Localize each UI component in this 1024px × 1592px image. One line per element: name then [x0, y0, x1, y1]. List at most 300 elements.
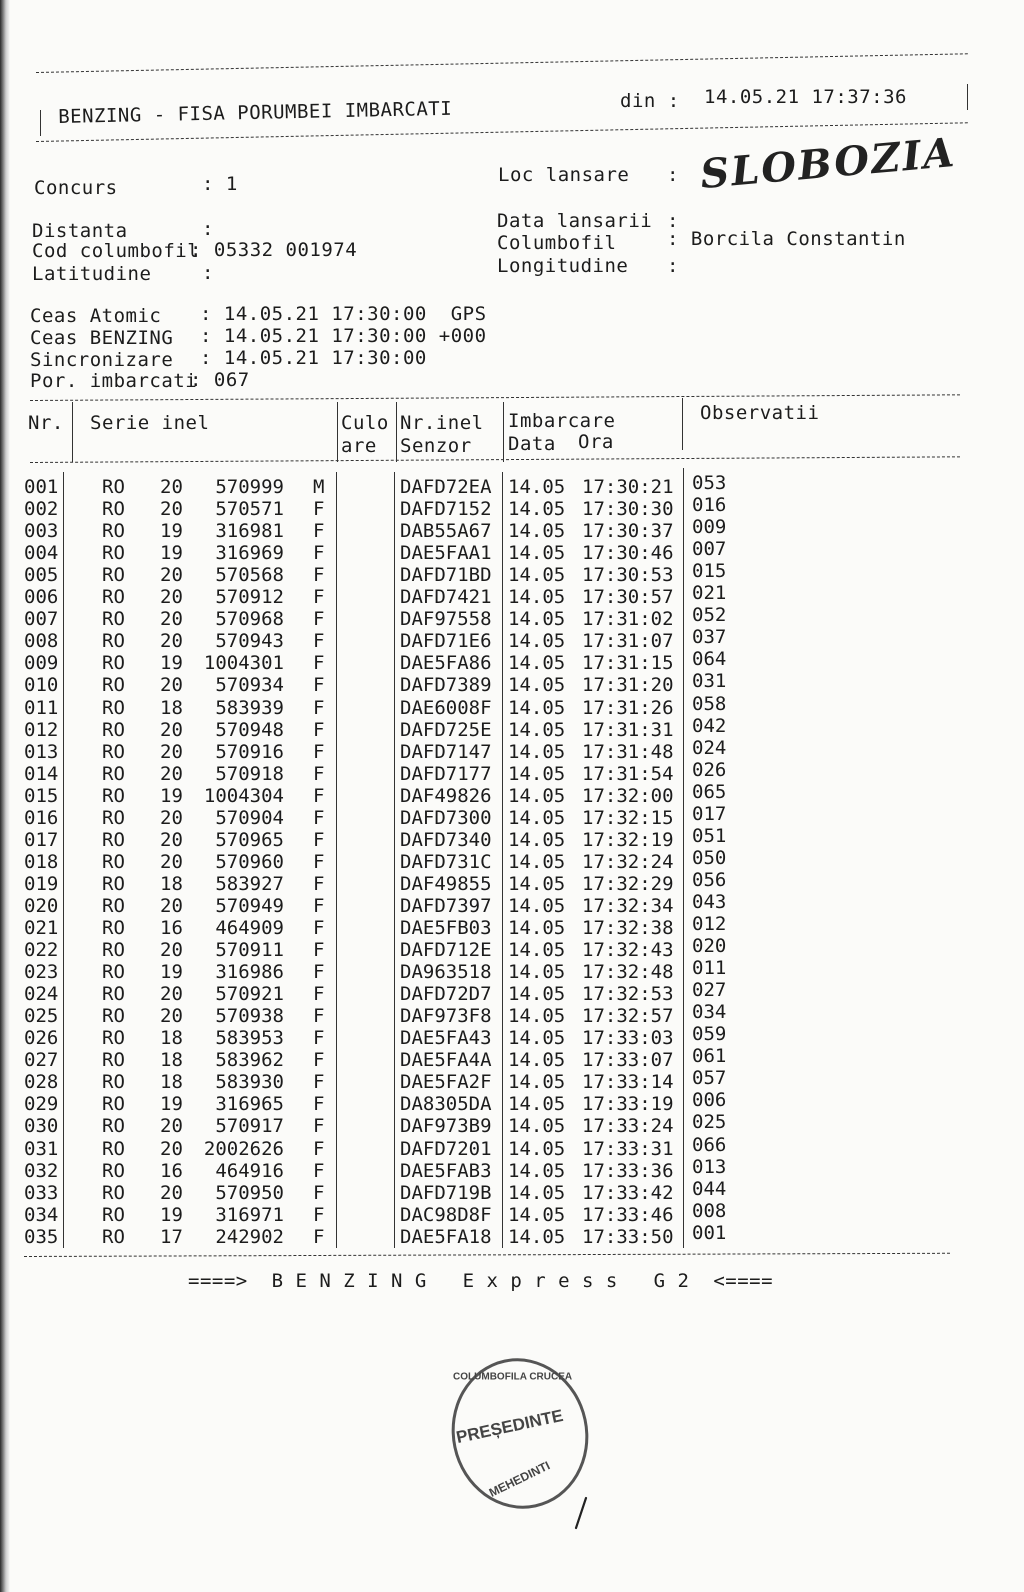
observation: 057 — [692, 1067, 727, 1090]
country-code: RO — [102, 917, 125, 939]
time: 17:32:24 — [582, 850, 674, 873]
observation: 037 — [692, 626, 727, 649]
header-border-top — [36, 53, 968, 73]
year: 20 — [160, 498, 183, 521]
table-row — [0, 1045, 1024, 1072]
row-number: 020 — [24, 894, 59, 917]
observation: 006 — [692, 1089, 727, 1112]
sensor-id: DAE5FA2F — [400, 1071, 492, 1094]
table-row — [0, 890, 1024, 917]
header-senzor: Senzor — [400, 435, 472, 457]
date: 14.05 — [508, 1071, 566, 1094]
date: 14.05 — [508, 1225, 566, 1248]
time: 17:30:37 — [582, 520, 674, 543]
row-number: 011 — [24, 696, 59, 719]
sensor-id: DAFD712E — [400, 939, 492, 962]
sex: F — [313, 1093, 325, 1116]
ring-serial: 570911 — [215, 939, 284, 962]
time: 17:31:07 — [582, 630, 674, 653]
sensor-id: DAE5FA43 — [400, 1027, 492, 1050]
table-row — [0, 824, 1024, 851]
sensor-id: DAFD719B — [400, 1181, 492, 1204]
data-lansarii-label: Data lansarii — [497, 210, 653, 232]
ring-serial: 570938 — [215, 1005, 284, 1028]
table-row — [0, 1001, 1024, 1028]
table-row — [0, 1133, 1024, 1160]
country-code: RO — [102, 872, 125, 895]
row-number: 004 — [24, 542, 59, 565]
observation: 052 — [692, 604, 727, 627]
observation: 025 — [692, 1111, 727, 1134]
year: 20 — [160, 850, 183, 873]
sex: F — [313, 1181, 325, 1204]
row-number: 009 — [24, 652, 59, 675]
sex: F — [313, 894, 325, 917]
year: 20 — [160, 740, 183, 763]
country-code: RO — [102, 828, 125, 851]
row-number: 032 — [24, 1159, 59, 1182]
ring-serial: 570921 — [215, 983, 284, 1006]
sensor-id: DAFD7177 — [400, 762, 492, 785]
sensor-id: DAFD72EA — [400, 476, 492, 498]
table-row — [0, 802, 1024, 829]
ring-serial: 570948 — [215, 718, 284, 741]
observation: 013 — [692, 1155, 727, 1178]
data-lansarii-value: : — [667, 210, 679, 232]
time: 17:31:20 — [582, 674, 674, 697]
observation: 024 — [692, 736, 727, 759]
row-number: 025 — [24, 1005, 59, 1028]
table-bottom-border — [24, 1253, 950, 1257]
year: 19 — [160, 784, 183, 807]
country-code: RO — [102, 1005, 125, 1028]
time: 17:32:48 — [582, 961, 674, 984]
date: 14.05 — [508, 476, 566, 498]
sex: F — [313, 1027, 325, 1050]
sex: F — [313, 961, 325, 984]
row-number: 028 — [24, 1071, 59, 1094]
sensor-id: DAFD7147 — [400, 740, 492, 763]
ring-serial: 570968 — [215, 608, 284, 631]
observation: 026 — [692, 758, 727, 781]
ring-serial: 570568 — [215, 564, 284, 587]
year: 16 — [160, 1159, 183, 1182]
sex: F — [313, 983, 325, 1006]
ring-serial: 583962 — [215, 1049, 284, 1072]
distanta-value: : — [202, 218, 214, 240]
loc-lansare-separator: : — [667, 164, 679, 186]
row-number: 005 — [24, 564, 59, 587]
header-culoare-line2: are — [341, 435, 377, 457]
ring-serial: 570904 — [215, 806, 284, 829]
sensor-id: DAF97558 — [400, 608, 492, 631]
row-number: 017 — [24, 828, 59, 851]
cod-columbofil-value: : 05332 001974 — [190, 239, 358, 261]
sex: F — [313, 1159, 325, 1182]
year: 20 — [160, 1181, 183, 1204]
table-row — [0, 935, 1024, 962]
ring-serial: 2002626 — [203, 1137, 284, 1160]
table-row — [0, 560, 1024, 587]
time: 17:30:46 — [582, 542, 674, 565]
sensor-id: DAE5FB03 — [400, 917, 492, 939]
row-number: 016 — [24, 806, 59, 829]
observation: 043 — [692, 890, 727, 913]
ring-serial: 464916 — [215, 1159, 284, 1182]
date: 14.05 — [508, 564, 566, 587]
date: 14.05 — [508, 894, 566, 917]
cod-columbofil-label: Cod columbofil — [32, 240, 200, 262]
row-number: 023 — [24, 961, 59, 984]
date: 14.05 — [508, 520, 566, 543]
time: 17:33:31 — [582, 1137, 674, 1160]
col-sep-nr — [72, 402, 73, 462]
date: 14.05 — [508, 806, 566, 829]
row-number: 026 — [24, 1027, 59, 1050]
country-code: RO — [102, 1203, 125, 1226]
date: 14.05 — [508, 1203, 566, 1226]
sensor-id: DAFD7397 — [400, 894, 492, 917]
time: 17:32:38 — [582, 917, 674, 939]
date: 14.05 — [508, 740, 566, 763]
time: 17:30:21 — [582, 476, 674, 498]
sex: F — [313, 784, 325, 807]
row-number: 003 — [24, 520, 59, 543]
header-nr: Nr. — [28, 412, 64, 434]
table-row — [0, 648, 1024, 675]
sex: M — [313, 476, 325, 498]
year: 19 — [160, 542, 183, 565]
date: 14.05 — [508, 828, 566, 851]
time: 17:32:57 — [582, 1005, 674, 1028]
sensor-id: DA8305DA — [400, 1093, 492, 1116]
header-data: Data — [508, 433, 556, 455]
table-row — [0, 957, 1024, 984]
country-code: RO — [102, 983, 125, 1006]
sex: F — [313, 1005, 325, 1028]
year: 20 — [160, 586, 183, 609]
sensor-id: DAF49855 — [400, 872, 492, 895]
col-sep-culoare — [396, 402, 397, 462]
time: 17:32:15 — [582, 806, 674, 829]
country-code: RO — [102, 652, 125, 675]
time: 17:33:46 — [582, 1203, 674, 1226]
year: 20 — [160, 806, 183, 829]
row-number: 010 — [24, 674, 59, 697]
row-number: 030 — [24, 1115, 59, 1138]
ring-serial: 570960 — [215, 850, 284, 873]
sensor-id: DAE5FA18 — [400, 1225, 492, 1248]
sensor-id: DAFD731C — [400, 850, 492, 873]
observation: 051 — [692, 824, 727, 847]
country-code: RO — [102, 564, 125, 587]
table-row — [0, 913, 1024, 939]
date: 14.05 — [508, 630, 566, 653]
sensor-id: DAFD7201 — [400, 1137, 492, 1160]
col-sep-serie — [337, 402, 338, 462]
date: 14.05 — [508, 784, 566, 807]
row-number: 021 — [24, 917, 59, 939]
observation: 012 — [692, 913, 727, 935]
por-imbarcati-label: Por. imbarcati — [30, 370, 198, 392]
row-number: 034 — [24, 1203, 59, 1226]
row-number: 031 — [24, 1137, 59, 1160]
row-number: 033 — [24, 1181, 59, 1204]
sensor-id: DAFD72D7 — [400, 983, 492, 1006]
observation: 044 — [692, 1177, 727, 1200]
table-row — [0, 472, 1024, 498]
ring-serial: 242902 — [215, 1225, 284, 1248]
header-imbarcare: Imbarcare — [508, 410, 616, 432]
table-row — [0, 626, 1024, 653]
ring-serial: 316969 — [215, 542, 284, 565]
time: 17:31:48 — [582, 740, 674, 763]
time: 17:33:24 — [582, 1115, 674, 1138]
country-code: RO — [102, 520, 125, 543]
sex: F — [313, 542, 325, 565]
col-sep-imbarcare — [682, 398, 683, 450]
sensor-id: DAFD7421 — [400, 586, 492, 609]
ring-serial: 316971 — [215, 1203, 284, 1226]
time: 17:30:53 — [582, 564, 674, 587]
sex: F — [313, 718, 325, 741]
columbofil-value: : Borcila Constantin — [667, 228, 906, 250]
year: 20 — [160, 608, 183, 631]
observation: 021 — [692, 582, 727, 605]
time: 17:31:31 — [582, 718, 674, 741]
time: 17:32:19 — [582, 828, 674, 851]
table-row — [0, 1177, 1024, 1204]
sensor-id: DAE5FA4A — [400, 1049, 492, 1072]
sex: F — [313, 1225, 325, 1248]
year: 20 — [160, 1115, 183, 1138]
table-row — [0, 692, 1024, 719]
loc-lansare-label: Loc lansare — [498, 164, 630, 186]
stamp-top-text: COLUMBOFILA CRUCEA — [453, 1371, 573, 1383]
date: 14.05 — [508, 983, 566, 1006]
header-culoare-line1: Culo — [341, 412, 389, 434]
year: 19 — [160, 520, 183, 543]
observation: 007 — [692, 538, 727, 561]
row-number: 007 — [24, 608, 59, 631]
country-code: RO — [102, 674, 125, 697]
sensor-id: DAF49826 — [400, 784, 492, 807]
observation: 066 — [692, 1133, 727, 1156]
sensor-id: DAF973F8 — [400, 1005, 492, 1028]
country-code: RO — [102, 1137, 125, 1160]
stamp-middle-text: PREȘEDINTE — [454, 1405, 565, 1448]
sensor-id: DA963518 — [400, 961, 492, 984]
sensor-id: DAFD71E6 — [400, 630, 492, 653]
year: 19 — [160, 652, 183, 675]
time: 17:33:50 — [582, 1225, 674, 1248]
year: 20 — [160, 762, 183, 785]
table-row — [0, 780, 1024, 807]
sex: F — [313, 828, 325, 851]
ceas-atomic-value: : 14.05.21 17:30:00 GPS — [200, 303, 487, 325]
ceas-benzing-label: Ceas BENZING — [30, 327, 174, 349]
ring-serial: 570916 — [215, 740, 284, 763]
year: 19 — [160, 961, 183, 984]
country-code: RO — [102, 476, 125, 498]
date: 14.05 — [508, 917, 566, 939]
country-code: RO — [102, 762, 125, 785]
ring-serial: 583930 — [215, 1071, 284, 1094]
time: 17:33:03 — [582, 1027, 674, 1050]
date: 14.05 — [508, 1137, 566, 1160]
sensor-id: DAE5FAB3 — [400, 1159, 492, 1182]
din-timestamp: 14.05.21 17:37:36 — [704, 86, 907, 108]
din-label: din : — [620, 90, 680, 112]
row-number: 006 — [24, 586, 59, 609]
row-number: 019 — [24, 872, 59, 895]
sensor-id: DAE5FAA1 — [400, 542, 492, 565]
date: 14.05 — [508, 586, 566, 609]
table-row — [0, 846, 1024, 873]
header-observatii: Observatii — [700, 402, 820, 424]
ring-serial: 570571 — [215, 498, 284, 521]
observation: 058 — [692, 692, 727, 715]
observation: 015 — [692, 560, 727, 583]
country-code: RO — [102, 696, 125, 719]
sensor-id: DAFD725E — [400, 718, 492, 741]
table-row — [0, 1221, 1024, 1248]
ring-serial: 570999 — [215, 476, 284, 498]
date: 14.05 — [508, 718, 566, 741]
header-serie-inel: Serie inel — [90, 412, 210, 434]
sensor-id: DAE6008F — [400, 696, 492, 719]
table-row — [0, 714, 1024, 741]
observation: 017 — [692, 802, 727, 825]
date: 14.05 — [508, 872, 566, 895]
sex: F — [313, 564, 325, 587]
date: 14.05 — [508, 696, 566, 719]
observation: 016 — [692, 494, 727, 517]
time: 17:33:42 — [582, 1181, 674, 1204]
concurs-value: : 1 — [202, 173, 238, 195]
table-row — [0, 1023, 1024, 1050]
year: 19 — [160, 1093, 183, 1116]
time: 17:33:36 — [582, 1159, 674, 1182]
year: 19 — [160, 1203, 183, 1226]
country-code: RO — [102, 1071, 125, 1094]
year: 20 — [160, 1137, 183, 1160]
sex: F — [313, 917, 325, 939]
year: 20 — [160, 828, 183, 851]
table-row — [0, 736, 1024, 763]
date: 14.05 — [508, 850, 566, 873]
ring-serial: 570965 — [215, 828, 284, 851]
table-row — [0, 516, 1024, 543]
year: 18 — [160, 696, 183, 719]
stamp-bottom-text: MEHEDINTI — [486, 1458, 553, 1500]
sex: F — [313, 498, 325, 521]
header-nr-inel: Nr.inel — [400, 412, 484, 434]
ring-serial: 583953 — [215, 1027, 284, 1050]
observation: 053 — [692, 472, 727, 494]
columbofil-label: Columbofil — [497, 232, 617, 254]
sex: F — [313, 1071, 325, 1094]
sex: F — [313, 850, 325, 873]
date: 14.05 — [508, 1093, 566, 1116]
date: 14.05 — [508, 1181, 566, 1204]
latitudine-label: Latitudine — [32, 263, 152, 285]
time: 17:30:30 — [582, 498, 674, 521]
ring-serial: 570943 — [215, 630, 284, 653]
time: 17:33:19 — [582, 1093, 674, 1116]
table-row — [0, 604, 1024, 631]
ring-serial: 583939 — [215, 696, 284, 719]
ring-serial: 570912 — [215, 586, 284, 609]
header-border-left — [40, 110, 41, 136]
country-code: RO — [102, 630, 125, 653]
table-row — [0, 758, 1024, 785]
pen-mark — [570, 1496, 590, 1532]
sensor-id: DAFD7152 — [400, 498, 492, 521]
observation: 011 — [692, 957, 727, 980]
por-imbarcati-value: : 067 — [190, 369, 250, 391]
date: 14.05 — [508, 939, 566, 962]
time: 17:32:34 — [582, 894, 674, 917]
sex: F — [313, 696, 325, 719]
ring-serial: 570934 — [215, 674, 284, 697]
sex: F — [313, 740, 325, 763]
table-row — [0, 979, 1024, 1006]
sex: F — [313, 520, 325, 543]
table-row — [0, 538, 1024, 565]
ceas-atomic-label: Ceas Atomic — [30, 305, 162, 327]
year: 18 — [160, 1027, 183, 1050]
year: 20 — [160, 983, 183, 1006]
ring-serial: 570918 — [215, 762, 284, 785]
row-number: 029 — [24, 1093, 59, 1116]
time: 17:32:43 — [582, 939, 674, 962]
table-row — [0, 1067, 1024, 1094]
sex: F — [313, 1049, 325, 1072]
concurs-label: Concurs — [34, 177, 118, 199]
time: 17:32:53 — [582, 983, 674, 1006]
sensor-id: DAFD7389 — [400, 674, 492, 697]
sincronizare-label: Sincronizare — [30, 349, 174, 371]
row-number: 013 — [24, 740, 59, 763]
year: 20 — [160, 630, 183, 653]
table-row — [0, 1155, 1024, 1182]
date: 14.05 — [508, 1115, 566, 1138]
country-code: RO — [102, 498, 125, 521]
observation: 042 — [692, 714, 727, 737]
row-number: 014 — [24, 762, 59, 785]
document-title: BENZING - FISA PORUMBEI IMBARCATI — [58, 97, 453, 128]
observation: 009 — [692, 516, 727, 539]
row-number: 018 — [24, 850, 59, 873]
table-row — [0, 494, 1024, 521]
time: 17:32:00 — [582, 784, 674, 807]
year: 18 — [160, 1049, 183, 1072]
loc-lansare-handwritten: SLOBOZIA — [698, 128, 958, 199]
ring-serial: 1004301 — [203, 652, 284, 675]
year: 18 — [160, 872, 183, 895]
row-number: 012 — [24, 718, 59, 741]
year: 20 — [160, 476, 183, 498]
country-code: RO — [102, 806, 125, 829]
sex: F — [313, 762, 325, 785]
col-sep-senzor — [503, 402, 504, 462]
country-code: RO — [102, 740, 125, 763]
ring-serial: 583927 — [215, 872, 284, 895]
time: 17:31:15 — [582, 652, 674, 675]
country-code: RO — [102, 542, 125, 565]
date: 14.05 — [508, 608, 566, 631]
